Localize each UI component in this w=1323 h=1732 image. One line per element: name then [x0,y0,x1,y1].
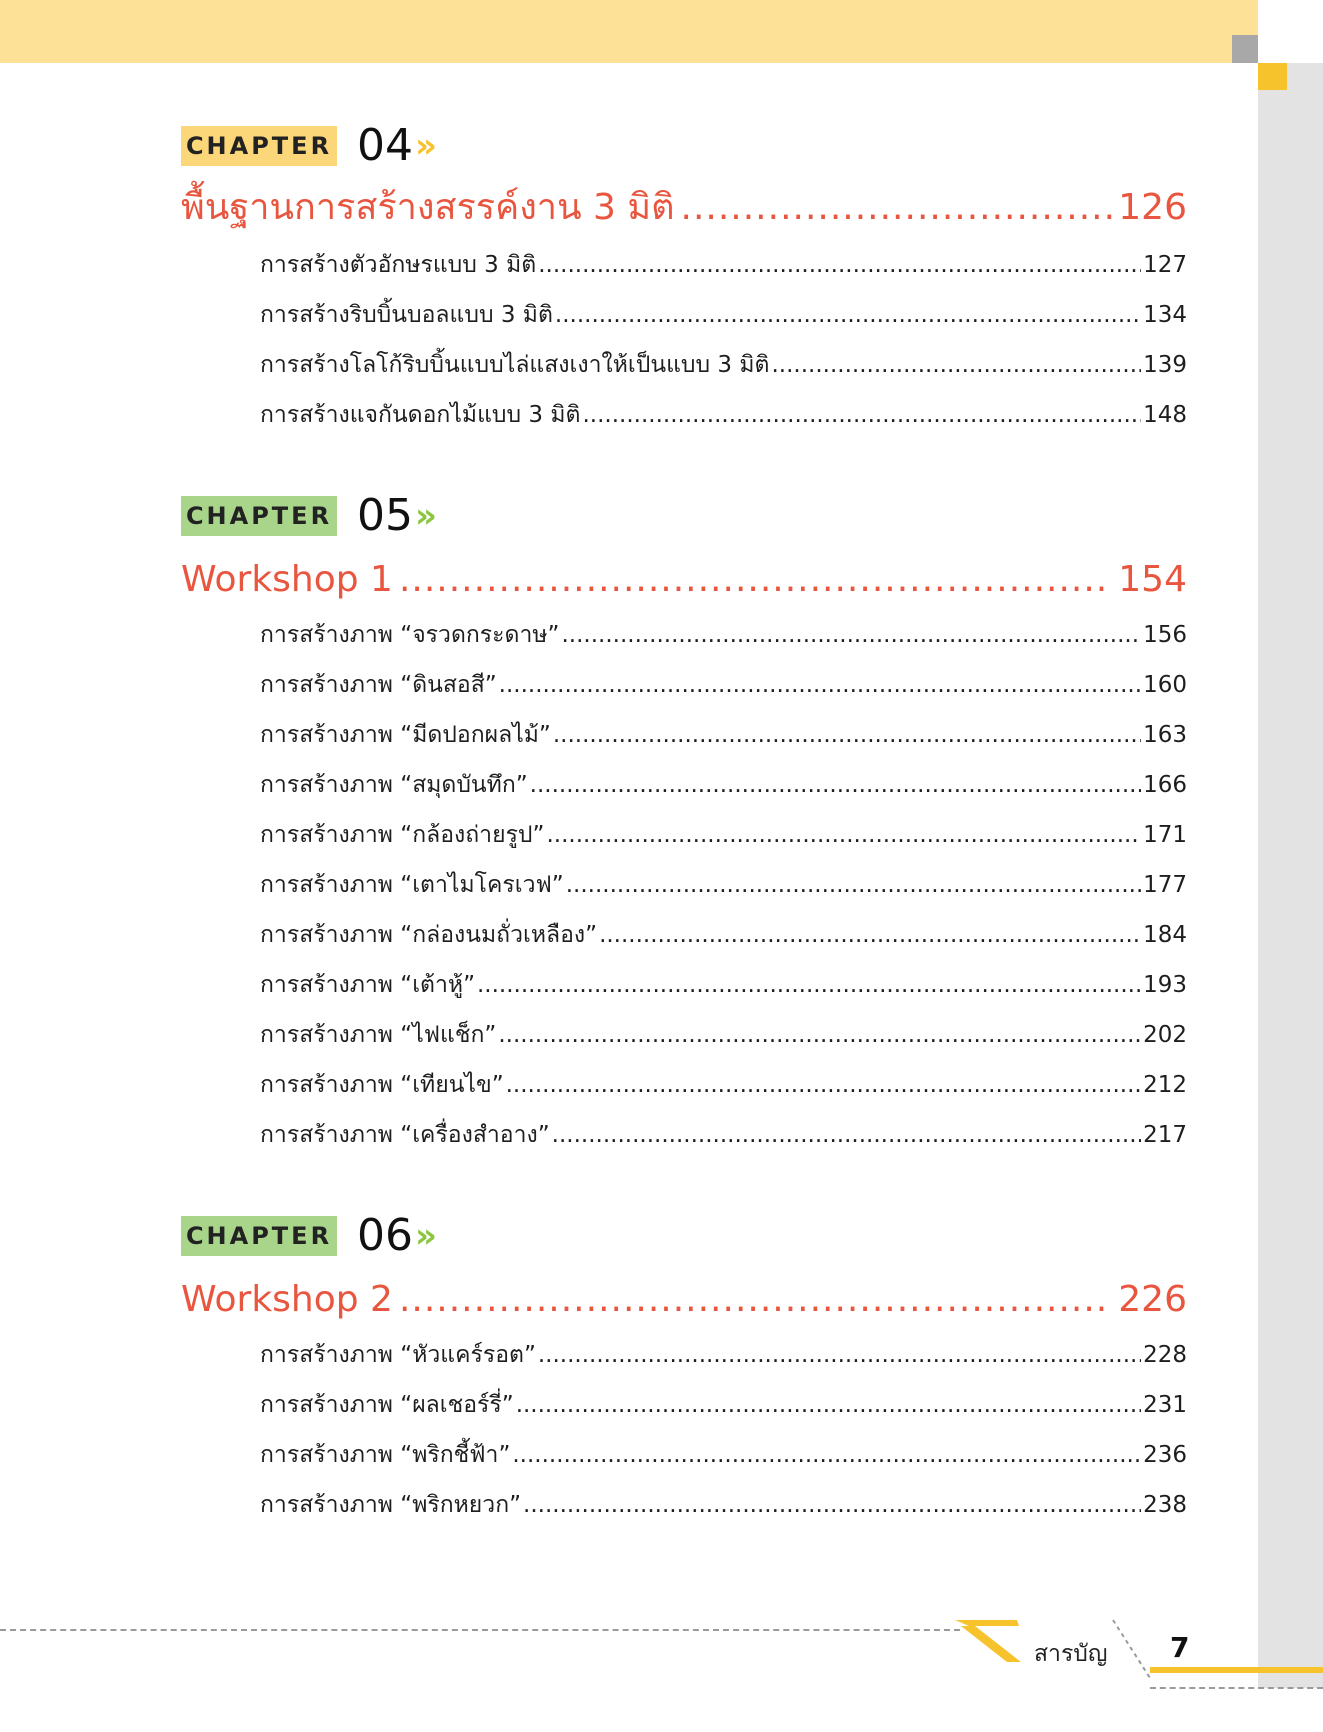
toc-item-label: การสร้างภาพ “กล้องถ่ายรูป” [260,822,545,848]
double-chevron-icon: » [415,1216,437,1256]
toc-item-label: การสร้างแจกันดอกไม้แบบ 3 มิติ [260,402,581,428]
dot-leader [477,969,1141,1001]
toc-item[interactable] [260,1439,1187,1471]
toc-item[interactable] [260,249,1187,281]
toc-item[interactable] [260,1339,1187,1371]
toc-item-page: 228 [1143,1342,1187,1368]
section-title-page: 226 [1118,1279,1187,1320]
chapter-05-header [181,490,437,541]
section-title-text: พื้นฐานการสร้างสรรค์งาน 3 มิติ [181,187,675,228]
toc-item-page: 139 [1143,352,1187,378]
toc-item-page: 127 [1143,252,1187,278]
double-chevron-icon: » [415,496,437,536]
toc-item-label: การสร้างภาพ “กล่องนมถั่วเหลือง” [260,922,598,948]
toc-item[interactable] [260,619,1187,651]
dot-leader [538,1339,1141,1371]
dot-leader [566,869,1141,901]
toc-item-page: 177 [1143,872,1187,898]
dot-leader [506,1069,1141,1101]
toc-item-page: 148 [1143,402,1187,428]
dot-leader [530,769,1141,801]
footer-dashed-slant [1113,1620,1150,1678]
dot-leader [599,919,1141,951]
section-title-text: Workshop 1 [181,559,393,600]
toc-item-page: 193 [1143,972,1187,998]
toc-item-label: การสร้างตัวอักษรแบบ 3 มิติ [260,252,537,278]
chapter-number: 04 [357,120,413,171]
toc-item-label: การสร้างภาพ “ไฟแช็ก” [260,1022,497,1048]
toc-item-page: 236 [1143,1442,1187,1468]
toc-item[interactable] [260,349,1187,381]
toc-item[interactable] [260,399,1187,431]
chapter-badge: CHAPTER [181,1216,337,1256]
dot-leader [523,1489,1141,1521]
dot-leader [399,1277,1112,1323]
top-decorative-band [0,0,1258,63]
toc-item-label: การสร้างภาพ “เครื่องสำอาง” [260,1122,550,1148]
footer-section-label: สารบัญ [1034,1641,1108,1667]
corner-gray-square [1232,35,1258,63]
chapter-04-header [181,120,437,171]
toc-item[interactable] [260,1019,1187,1051]
toc-item-page: 156 [1143,622,1187,648]
chapter-06-title[interactable] [181,1277,1187,1323]
dot-leader [512,1439,1141,1471]
dot-leader [546,819,1141,851]
toc-item[interactable] [260,1389,1187,1421]
side-decorative-strip [1258,63,1323,1688]
dot-leader [499,669,1141,701]
toc-item-page: 202 [1143,1022,1187,1048]
section-title-text: Workshop 2 [181,1279,393,1320]
toc-item-label: การสร้างภาพ “พริกชี้ฟ้า” [260,1442,511,1468]
dot-leader [538,249,1141,281]
toc-item[interactable] [260,719,1187,751]
toc-item-page: 134 [1143,302,1187,328]
dot-leader [681,185,1113,231]
toc-item-label: การสร้างภาพ “หัวแคร์รอต” [260,1342,536,1368]
toc-item-label: การสร้างภาพ “มีดปอกผลไม้” [260,722,551,748]
toc-item-page: 212 [1143,1072,1187,1098]
chapter-04-title[interactable] [181,185,1187,231]
toc-item-page: 184 [1143,922,1187,948]
toc-item-label: การสร้างภาพ “จรวดกระดาษ” [260,622,560,648]
toc-item-label: การสร้างภาพ “เตาไมโครเวฟ” [260,872,564,898]
toc-item-label: การสร้างภาพ “สมุดบันทึก” [260,772,528,798]
toc-item-page: 171 [1143,822,1187,848]
footer-yellow-stripe [955,1620,1019,1626]
toc-item-label: การสร้างภาพ “ผลเชอร์รี่” [260,1392,514,1418]
chapter-06-header [181,1210,437,1261]
toc-item-label: การสร้างภาพ “เทียนไข” [260,1072,504,1098]
chapter-badge: CHAPTER [181,126,337,166]
toc-item-page: 217 [1143,1122,1187,1148]
toc-item-label: การสร้างริบบิ้นบอลแบบ 3 มิติ [260,302,553,328]
toc-item-label: การสร้างภาพ “ดินสอสี” [260,672,497,698]
toc-item-page: 238 [1143,1492,1187,1518]
toc-item-page: 231 [1143,1392,1187,1418]
corner-yellow-square [1258,63,1287,90]
toc-item[interactable] [260,819,1187,851]
double-chevron-icon: » [415,126,437,166]
toc-item-label: การสร้างภาพ “พริกหยวก” [260,1492,522,1518]
footer-dashed-line [0,1629,960,1631]
toc-item[interactable] [260,769,1187,801]
dot-leader [552,1119,1141,1151]
toc-item[interactable] [260,669,1187,701]
dot-leader [582,399,1141,431]
toc-item-page: 166 [1143,772,1187,798]
chapter-05-title[interactable] [181,557,1187,603]
toc-item-label: การสร้างโลโก้ริบบิ้นแบบไล่แสงเงาให้เป็นแบบ 3 มิติ [260,352,770,378]
toc-item[interactable] [260,969,1187,1001]
toc-item[interactable] [260,1119,1187,1151]
toc-item-page: 160 [1143,672,1187,698]
footer-yellow-bar [1150,1667,1323,1673]
dot-leader [555,299,1141,331]
page-number: 7 [1170,1631,1190,1664]
section-title-page: 154 [1118,559,1187,600]
toc-item[interactable] [260,1489,1187,1521]
toc-item-page: 163 [1143,722,1187,748]
section-title-page: 126 [1118,187,1187,228]
dot-leader [516,1389,1141,1421]
toc-item[interactable] [260,1069,1187,1101]
chapter-number: 06 [357,1210,413,1261]
toc-item[interactable] [260,299,1187,331]
dot-leader [561,619,1141,651]
footer-yellow-slant [961,1626,1021,1662]
toc-item[interactable] [260,869,1187,901]
dot-leader [771,349,1141,381]
footer-dashed-line-right [1150,1687,1323,1689]
dot-leader [399,557,1112,603]
toc-item-label: การสร้างภาพ “เต้าหู้” [260,972,475,998]
chapter-number: 05 [357,490,413,541]
toc-item[interactable] [260,919,1187,951]
dot-leader [498,1019,1141,1051]
chapter-badge: CHAPTER [181,496,337,536]
dot-leader [553,719,1141,751]
